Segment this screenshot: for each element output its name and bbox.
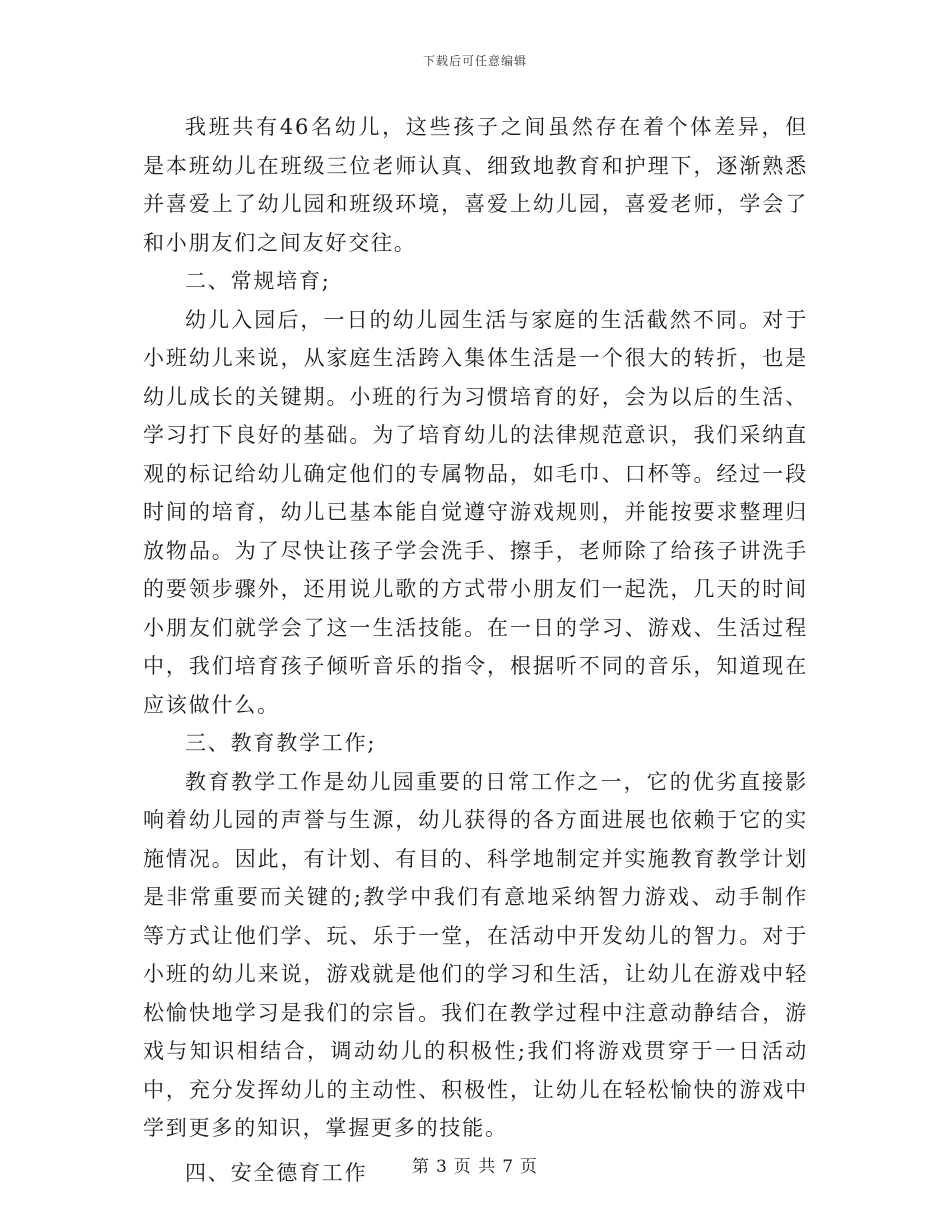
footer-middle: 页 共 — [453, 1157, 497, 1177]
paragraph-teaching: 教育教学工作是幼儿园重要的日常工作之一，它的优劣直接影响着幼儿园的声誉与生源，幼儿获得的各方面进展也依赖于它的实施情况。因此，有计划、有目的、科学地制定并实施教育教学计划是非常重要而关键的;教学中我们有意地采纳智力游戏、动手制作等方式让他们学、玩、乐于一堂，在活动中开发幼儿的智力。对于小班的幼儿来说，游戏就是他们的学习和生活，让幼儿在游戏中轻松愉快地学习是我们的宗旨。我们在教学过程中注意动静结合，游戏与知识相结合，调动幼儿的积极性;我们将游戏贯穿于一日活动中，充分发挥幼儿的主动性、积极性，让幼儿在轻松愉快的游戏中学到更多的知识，掌握更多的技能。 — [143, 769, 808, 1140]
footer-total-pages: 7 — [502, 1157, 515, 1177]
document-body — [143, 108, 808, 1192]
page-number-footer — [0, 1152, 950, 1177]
footer-suffix: 页 — [520, 1157, 539, 1177]
section-heading-routine: 二、常规培育; — [185, 269, 331, 293]
header-note: 下载后可任意编辑 — [422, 54, 527, 68]
footer-page-number: 3 — [435, 1157, 448, 1177]
paragraph-class-overview: 我班共有46名幼儿，这些孩子之间虽然存在着个体差异，但是本班幼儿在班级三位老师认真、细致地教育和护理下，逐渐熟悉并喜爱上了幼儿园和班级环境，喜爱上幼儿园，喜爱老师，学会了和小朋友们之间友好交往。 — [143, 115, 808, 255]
section-heading-safety: 四、安全德育工作 — [185, 1160, 368, 1185]
footer-prefix: 第 — [411, 1157, 430, 1177]
section-heading-teaching: 三、教育教学工作; — [185, 731, 377, 755]
paragraph-routine: 幼儿入园后，一日的幼儿园生活与家庭的生活截然不同。对于小班幼儿来说，从家庭生活跨入集体生活是一个很大的转折，也是幼儿成长的关键期。小班的行为习惯培育的好，会为以后的生活、学习打下良好的基础。为了培育幼儿的法律规范意识，我们采纳直观的标记给幼儿确定他们的专属物品，如毛巾、口杯等。经过一段时间的培育，幼儿已基本能自觉遵守游戏规则，并能按要求整理归放物品。为了尽快让孩子学会洗手、擦手，老师除了给孩子讲洗手的要领步骤外，还用说儿歌的方式带小朋友们一起洗，几天的时间小朋友们就学会了这一生活技能。在一日的学习、游戏、生活过程中，我们培育孩子倾听音乐的指令，根据听不同的音乐，知道现在应该做什么。 — [143, 307, 808, 717]
